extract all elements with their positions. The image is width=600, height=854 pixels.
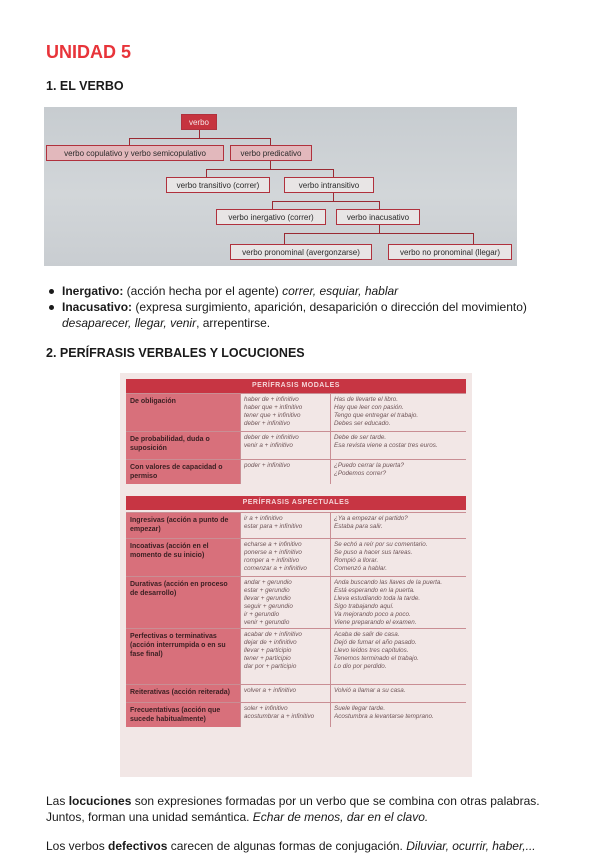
- form-line: andar + gerundio: [244, 579, 292, 586]
- row-examples: [330, 394, 466, 432]
- table-row: [126, 684, 466, 703]
- node-pronominal: verbo pronominal (avergonzarse): [230, 244, 372, 260]
- text: Las: [46, 794, 69, 808]
- table-row: [126, 512, 466, 539]
- example-line: ¿Ya a empezar el partido?: [334, 515, 408, 522]
- node-predicativo: verbo predicativo: [230, 145, 312, 161]
- form-line: soler + infinitivo: [244, 705, 288, 712]
- example-line: ¿Puedo cerrar la puerta?: [334, 462, 405, 469]
- example-line: Volvió a llamar a su casa.: [334, 687, 406, 694]
- row-forms: [240, 539, 330, 577]
- form-line: dar por + participio: [244, 663, 297, 670]
- row-examples: [330, 432, 466, 460]
- definition: (expresa surgimiento, aparición, desaparición o dirección del movimiento): [132, 300, 527, 314]
- example-line: Viene preparando el examen.: [334, 619, 417, 626]
- table-row: [126, 702, 466, 727]
- form-line: llevar + participio: [244, 647, 292, 654]
- example-line: Se echó a reír por su comentario.: [334, 541, 428, 548]
- definition: (acción hecha por el agente): [123, 284, 283, 298]
- row-forms: [240, 513, 330, 539]
- row-examples: [330, 685, 466, 703]
- table-row: [126, 459, 466, 484]
- form-line: haber que + infinitivo: [244, 404, 303, 411]
- example-line: Llevo leídos tres capítulos.: [334, 647, 409, 654]
- form-line: comenzar a + infinitivo: [244, 565, 307, 572]
- example-line: Anda buscando las llaves de la puerta.: [334, 579, 443, 586]
- paragraph-locuciones: [46, 793, 566, 825]
- paragraph-defectivos: [46, 838, 566, 854]
- form-line: deber de + infinitivo: [244, 434, 299, 441]
- node-intransitivo: verbo intransitivo: [284, 177, 374, 193]
- row-label: Ingresivas (acción a punto de empezar): [126, 513, 240, 539]
- text: Los verbos: [46, 839, 109, 853]
- node-inergativo: verbo inergativo (correr): [216, 209, 326, 225]
- table-row: [126, 431, 466, 460]
- node-transitivo: verbo transitivo (correr): [166, 177, 270, 193]
- form-line: echarse a + infinitivo: [244, 541, 302, 548]
- example-line: ¿Podemos correr?: [334, 470, 387, 477]
- row-forms: [240, 394, 330, 432]
- bullet-inacusativo: [62, 299, 562, 331]
- form-line: estar para + infinitivo: [244, 523, 303, 530]
- examples: Echar de menos, dar en el clavo.: [252, 810, 429, 824]
- form-line: ponerse a + infinitivo: [244, 549, 302, 556]
- term: Inergativo:: [62, 284, 124, 298]
- term: locuciones: [68, 794, 132, 808]
- form-line: dejar de + infinitivo: [244, 639, 297, 646]
- row-label: De obligación: [126, 394, 240, 432]
- page-title: UNIDAD 5: [46, 42, 132, 62]
- row-label: Incoativas (acción en el momento de su inicio): [126, 539, 240, 577]
- table-row: [126, 576, 466, 629]
- examples: desaparecer, llegar, venir: [62, 316, 197, 330]
- form-line: romper a + infinitivo: [244, 557, 300, 564]
- row-label: Durativas (acción en proceso de desarrollo): [126, 577, 240, 629]
- form-line: ir a + infinitivo: [244, 515, 283, 522]
- form-line: estar + gerundio: [244, 587, 290, 594]
- examples: correr, esquiar, hablar: [282, 284, 399, 298]
- form-line: poder + infinitivo: [244, 462, 291, 469]
- row-examples: [330, 629, 466, 685]
- form-line: haber de + infinitivo: [244, 396, 299, 403]
- example-line: Está esperando en la puerta.: [334, 587, 415, 594]
- row-examples: [330, 460, 466, 484]
- example-line: Esa revista viene a costar tres euros.: [334, 442, 438, 449]
- node-inacusativo: verbo inacusativo: [336, 209, 420, 225]
- aspect-header: PERÍFRASIS ASPECTUALES: [126, 496, 466, 510]
- row-forms: [240, 432, 330, 460]
- form-line: tener + participio: [244, 655, 291, 662]
- form-line: acabar de + infinitivo: [244, 631, 302, 638]
- row-examples: [330, 703, 466, 727]
- example-line: Rompió a llorar.: [334, 557, 379, 564]
- example-line: Suele llegar tarde.: [334, 705, 386, 712]
- example-line: Tenemos terminado el trabajo.: [334, 655, 419, 662]
- form-line: tener que + infinitivo: [244, 412, 301, 419]
- node-no-pronominal: verbo no pronominal (llegar): [388, 244, 512, 260]
- example-line: Acaba de salir de casa.: [334, 631, 400, 638]
- verb-classification-diagram: [44, 107, 517, 266]
- perifrasis-table: [120, 373, 472, 777]
- example-line: Comenzó a hablar.: [334, 565, 387, 572]
- section-heading-verbo: 1. EL VERBO: [46, 79, 124, 93]
- row-label: Con valores de capacidad o permiso: [126, 460, 240, 484]
- example-line: Has de llevarte el libro.: [334, 396, 399, 403]
- example-line: Debe de ser tarde.: [334, 434, 387, 441]
- form-line: deber + infinitivo: [244, 420, 291, 427]
- example-line: Estaba para salir.: [334, 523, 383, 530]
- form-line: acostumbrar a + infinitivo: [244, 713, 315, 720]
- example-line: Se puso a hacer sus tareas.: [334, 549, 413, 556]
- example-line: Dejó de fumar el año pasado.: [334, 639, 417, 646]
- example-line: Acostumbra a levantarse temprano.: [334, 713, 434, 720]
- row-examples: [330, 513, 466, 539]
- bullet-dot: [49, 289, 54, 294]
- example-line: Lleva estudiando toda la tarde.: [334, 595, 421, 602]
- row-label: Reiterativas (acción reiterada): [126, 685, 240, 703]
- form-line: venir a + infinitivo: [244, 442, 293, 449]
- row-examples: [330, 539, 466, 577]
- row-label: Perfectivas o terminativas (acción interrumpida o en su fase final): [126, 629, 240, 685]
- examples-tail: , arrepentirse.: [196, 316, 271, 330]
- table-row: [126, 538, 466, 577]
- row-examples: [330, 577, 466, 629]
- row-forms: [240, 685, 330, 703]
- node-copulativo: verbo copulativo y verbo semicopulativo: [46, 145, 224, 161]
- term: Inacusativo:: [62, 300, 133, 314]
- row-forms: [240, 629, 330, 685]
- row-label: Frecuentativas (acción que sucede habitualmente): [126, 703, 240, 727]
- form-line: llevar + gerundio: [244, 595, 291, 602]
- example-line: Sigo trabajando aquí.: [334, 603, 394, 610]
- example-line: Debes ser educado.: [334, 420, 391, 427]
- section-heading-perifrasis: 2. PERÍFRASIS VERBALES Y LOCUCIONES: [46, 346, 305, 360]
- row-forms: [240, 460, 330, 484]
- row-label: De probabilidad, duda o suposición: [126, 432, 240, 460]
- modal-header: PERÍFRASIS MODALES: [126, 379, 466, 393]
- text: carecen de algunas formas de conjugación.: [167, 839, 407, 853]
- node-verbo: verbo: [181, 114, 217, 130]
- bullet-inergativo: [62, 283, 562, 299]
- table-row: [126, 393, 466, 432]
- example-line: Tengo que entregar el trabajo.: [334, 412, 419, 419]
- form-line: ir + gerundio: [244, 611, 280, 618]
- examples: Diluviar, ocurrir, haber,...: [406, 839, 536, 853]
- table-row: [126, 628, 466, 685]
- term: defectivos: [108, 839, 168, 853]
- row-forms: [240, 577, 330, 629]
- example-line: Va mejorando poco a poco.: [334, 611, 411, 618]
- text: son expresiones formadas por un verbo que se combina con otras palabras. Juntos, forman una unidad semántica.: [46, 794, 540, 824]
- example-line: Lo dio por perdido.: [334, 663, 387, 670]
- form-line: seguir + gerundio: [244, 603, 293, 610]
- row-forms: [240, 703, 330, 727]
- form-line: venir + gerundio: [244, 619, 290, 626]
- example-line: Hay que leer con pasión.: [334, 404, 404, 411]
- bullet-dot: [49, 305, 54, 310]
- form-line: volver a + infinitivo: [244, 687, 296, 694]
